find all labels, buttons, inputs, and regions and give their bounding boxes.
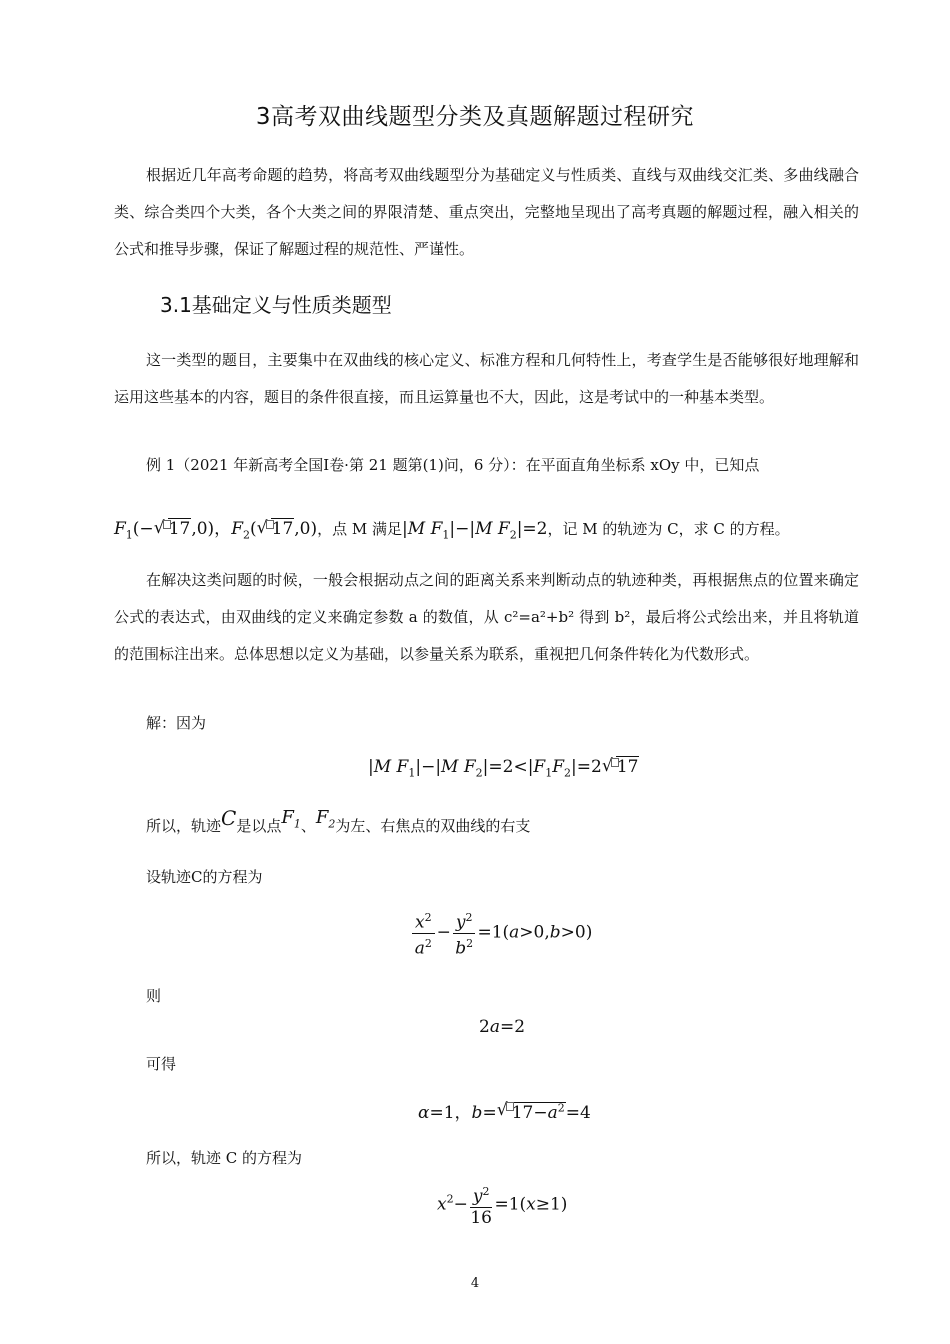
- final-equation: $x^2-$ $\frac{y^2}{16}$ =1(x≥1): [437, 1182, 567, 1228]
- example-text-condition: ，点 M 满足: [317, 520, 403, 538]
- example-text-question: ，记 M 的轨迹为 C，求 C 的方程。: [547, 520, 790, 538]
- symbol-f2: $F_2$: [315, 807, 336, 831]
- example-statement-line1: 例 1（2021 年新高考全国Ⅰ卷·第 21 题第(1)问，6 分）：在平面直角坐标系 xOy 中，已知点: [146, 456, 760, 474]
- symbol-c: C: [221, 806, 237, 830]
- solution-label: 解：因为: [146, 714, 207, 732]
- focus-coordinates-formula: $F_1(-√$ 17,0)，$F_2(√$ 17,0): [114, 519, 317, 539]
- page-number: 4: [470, 1276, 480, 1291]
- locus-sep: 、: [300, 817, 316, 835]
- condition-formula: |M $F_1|-|M$ $F_2|=2$: [402, 519, 548, 542]
- section-title: 3高考双曲线题型分类及真题解题过程研究: [255, 104, 695, 130]
- equation-a-b-values: α=1，b=√ $17-a^2=4$: [418, 1098, 591, 1123]
- locus-statement: [146, 806, 531, 839]
- method-paragraph: 在解决这类问题的时候，一般会根据动点之间的距离关系来判断动点的轨迹种类，再根据焦点的位置来确定公式的表达式，由双曲线的定义来确定参数 a 的数值，从 c²=a²+b² 得到 b²，最后将公式绘出来，并且将轨道的范围标注出来。总体思想以定义为基础，以参量关系为联系，重视把几何条件转化为代数形式。: [114, 571, 859, 663]
- locus-prefix: 所以，轨迹: [146, 817, 222, 835]
- subsection-title: 3.1基础定义与性质类题型: [160, 293, 392, 317]
- type-description-paragraph: 这一类型的题目，主要集中在双曲线的核心定义、标准方程和几何特性上，考查学生是否能够很好地理解和运用这些基本的内容，题目的条件很直接，而且运算量也不大，因此，这是考试中的一种基本类型。: [114, 351, 859, 406]
- final-text: 所以，轨迹 C 的方程为: [146, 1149, 303, 1167]
- equation-2a: 2a=2: [479, 1017, 526, 1037]
- hyperbola-general-equation: $\frac{x^2}{a^2}$ − $\frac{y^2}{b^2}$ =1(a>0,b>0): [410, 908, 592, 958]
- then-text: 则: [146, 987, 162, 1005]
- example-statement-line2: [114, 514, 790, 541]
- distance-formula: |M $F_1|-|M$ $F_2|=2<|F_1F_2|=2√$ 17: [368, 757, 639, 779]
- locus-mid: 是以点: [236, 817, 282, 835]
- intro-paragraph: 根据近几年高考命题的趋势，将高考双曲线题型分为基础定义与性质类、直线与双曲线交汇类、多曲线融合类、综合类四个大类，各个大类之间的界限清楚、重点突出，完整地呈现出了高考真题的解题过程，融入相关的公式和推导步骤，保证了解题过程的规范性、严谨性。: [114, 166, 859, 258]
- assume-text: 设轨迹C的方程为: [146, 868, 263, 886]
- get-text: 可得: [146, 1055, 177, 1073]
- locus-suffix: 为左、右焦点的双曲线的右支: [335, 817, 531, 835]
- symbol-f1: $F_1$: [281, 807, 301, 831]
